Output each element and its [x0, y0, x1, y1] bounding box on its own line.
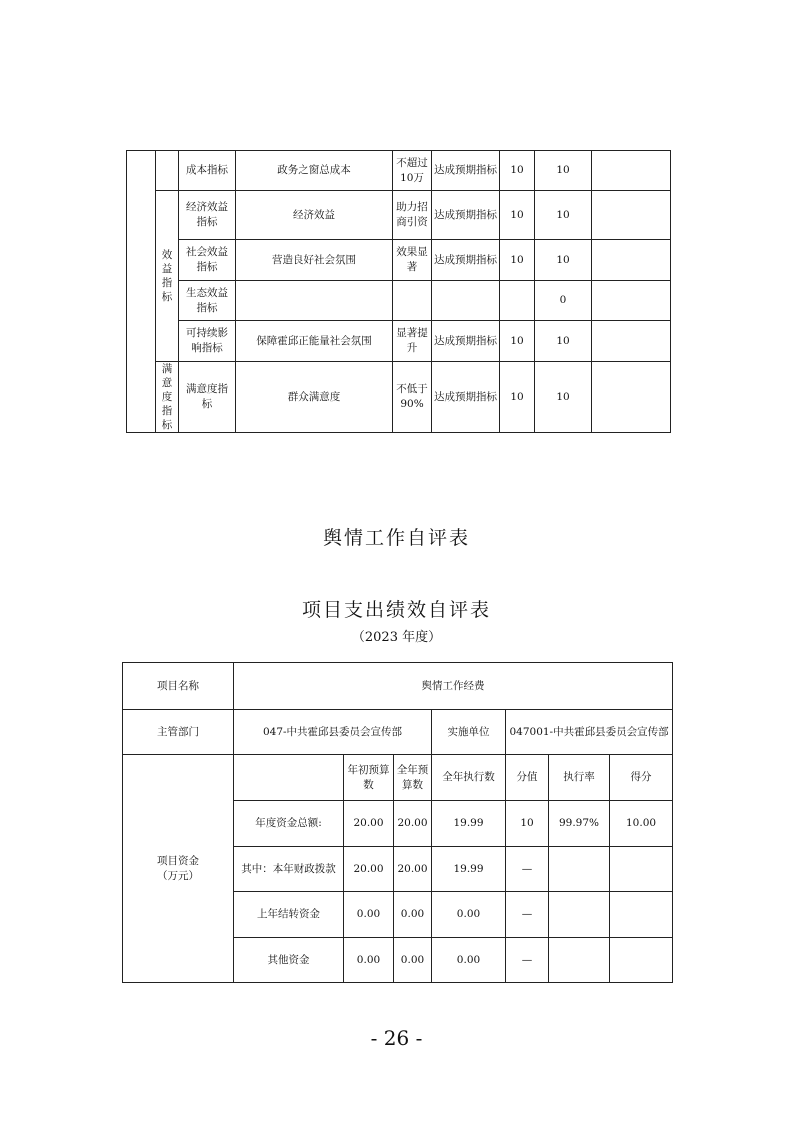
cell-rate — [549, 892, 610, 938]
category-satisfaction: 满意度指标 — [156, 362, 179, 433]
cell-initial: 0.00 — [344, 938, 394, 983]
indicator-score: 10 — [535, 321, 592, 362]
indicator-weight: 10 — [500, 151, 535, 191]
indicator-target: 效果显著 — [393, 240, 432, 281]
indicator-weight: 10 — [500, 240, 535, 281]
indicator-score: 10 — [535, 240, 592, 281]
indicator-content: 营造良好社会氛围 — [236, 240, 393, 281]
project-name-value: 舆情工作经费 — [234, 663, 673, 710]
sub-indicator: 生态效益指标 — [179, 281, 236, 321]
section-title: 舆情工作自评表 — [322, 527, 470, 549]
indicator-note — [592, 191, 671, 240]
cell-weight: 10 — [506, 801, 549, 847]
indicator-note — [592, 362, 671, 433]
level1-cell — [127, 151, 156, 433]
expenditure-table — [122, 662, 673, 983]
funds-label: 项目资金 — [157, 854, 199, 867]
indicator-target: 不超过10万 — [393, 151, 432, 191]
indicator-actual: 达成预期指标 — [432, 240, 500, 281]
category-benefit: 效益指标 — [156, 191, 179, 362]
header-initial: 年初预算数 — [344, 755, 394, 801]
page-number: - 26 - — [370, 1026, 423, 1050]
indicator-score: 10 — [535, 191, 592, 240]
cell-score — [610, 892, 673, 938]
cell-initial: 20.00 — [344, 801, 394, 847]
sub-indicator: 可持续影响指标 — [179, 321, 236, 362]
indicator-target: 助力招商引资 — [393, 191, 432, 240]
sub-indicator: 满意度指标 — [179, 362, 236, 433]
project-name-row — [123, 663, 673, 710]
indicator-target — [393, 281, 432, 321]
indicator-content: 群众满意度 — [236, 362, 393, 433]
cell-score — [610, 938, 673, 983]
cell-weight: — — [506, 938, 549, 983]
header-row — [123, 755, 673, 801]
indicator-score: 0 — [535, 281, 592, 321]
cell-rate: 99.97% — [549, 801, 610, 847]
dept-label: 主管部门 — [123, 710, 234, 755]
cell-annual: 20.00 — [394, 801, 432, 847]
indicator-note — [592, 281, 671, 321]
indicator-target: 不低于90% — [393, 362, 432, 433]
header-score: 得分 — [610, 755, 673, 801]
header-rate: 执行率 — [549, 755, 610, 801]
cell-rate — [549, 847, 610, 892]
category-cell — [156, 151, 179, 191]
header-executed: 全年执行数 — [432, 755, 506, 801]
cell-annual: 0.00 — [394, 938, 432, 983]
form-year: （2023 年度） — [351, 630, 442, 645]
indicator-content — [236, 281, 393, 321]
cell-executed: 0.00 — [432, 938, 506, 983]
row-label: 年度资金总额: — [234, 801, 344, 847]
indicator-note — [592, 240, 671, 281]
indicator-actual: 达成预期指标 — [432, 191, 500, 240]
indicator-note — [592, 321, 671, 362]
sub-indicator: 经济效益指标 — [179, 191, 236, 240]
cell-score: 10.00 — [610, 801, 673, 847]
indicator-weight: 10 — [500, 362, 535, 433]
table-row — [127, 151, 671, 191]
dept-value: 047-中共霍邱县委员会宣传部 — [234, 710, 432, 755]
cell-weight: — — [506, 847, 549, 892]
table-row — [127, 240, 671, 281]
cell-executed: 0.00 — [432, 892, 506, 938]
funds-unit: （万元） — [157, 869, 199, 882]
project-name-label: 项目名称 — [123, 663, 234, 710]
table-row — [127, 191, 671, 240]
indicator-score: 10 — [535, 151, 592, 191]
impl-label: 实施单位 — [432, 710, 506, 755]
indicator-target: 显著提升 — [393, 321, 432, 362]
funds-label-cell — [123, 755, 234, 983]
row-label: 其他资金 — [234, 938, 344, 983]
indicator-content: 经济效益 — [236, 191, 393, 240]
sub-indicator: 成本指标 — [179, 151, 236, 191]
header-annual: 全年预算数 — [394, 755, 432, 801]
form-title: 项目支出绩效自评表 — [301, 599, 491, 621]
indicator-actual: 达成预期指标 — [432, 362, 500, 433]
department-row — [123, 710, 673, 755]
table-row — [127, 362, 671, 433]
cell-initial: 20.00 — [344, 847, 394, 892]
indicator-actual — [432, 281, 500, 321]
table-row — [127, 281, 671, 321]
cell-annual: 20.00 — [394, 847, 432, 892]
row-label: 其中：本年财政拨款 — [234, 847, 344, 892]
header-blank — [234, 755, 344, 801]
table-row — [127, 321, 671, 362]
impl-value: 047001-中共霍邱县委员会宣传部 — [506, 710, 673, 755]
cell-executed: 19.99 — [432, 847, 506, 892]
indicator-actual: 达成预期指标 — [432, 151, 500, 191]
indicator-weight — [500, 281, 535, 321]
cell-rate — [549, 938, 610, 983]
indicator-content: 政务之窗总成本 — [236, 151, 393, 191]
indicator-weight: 10 — [500, 321, 535, 362]
indicator-table — [126, 150, 671, 433]
indicator-score: 10 — [535, 362, 592, 433]
indicator-note — [592, 151, 671, 191]
indicator-weight: 10 — [500, 191, 535, 240]
cell-score — [610, 847, 673, 892]
cell-weight: — — [506, 892, 549, 938]
cell-executed: 19.99 — [432, 801, 506, 847]
header-weight: 分值 — [506, 755, 549, 801]
indicator-content: 保障霍邱正能量社会氛围 — [236, 321, 393, 362]
cell-initial: 0.00 — [344, 892, 394, 938]
indicator-actual: 达成预期指标 — [432, 321, 500, 362]
sub-indicator: 社会效益指标 — [179, 240, 236, 281]
cell-annual: 0.00 — [394, 892, 432, 938]
row-label: 上年结转资金 — [234, 892, 344, 938]
